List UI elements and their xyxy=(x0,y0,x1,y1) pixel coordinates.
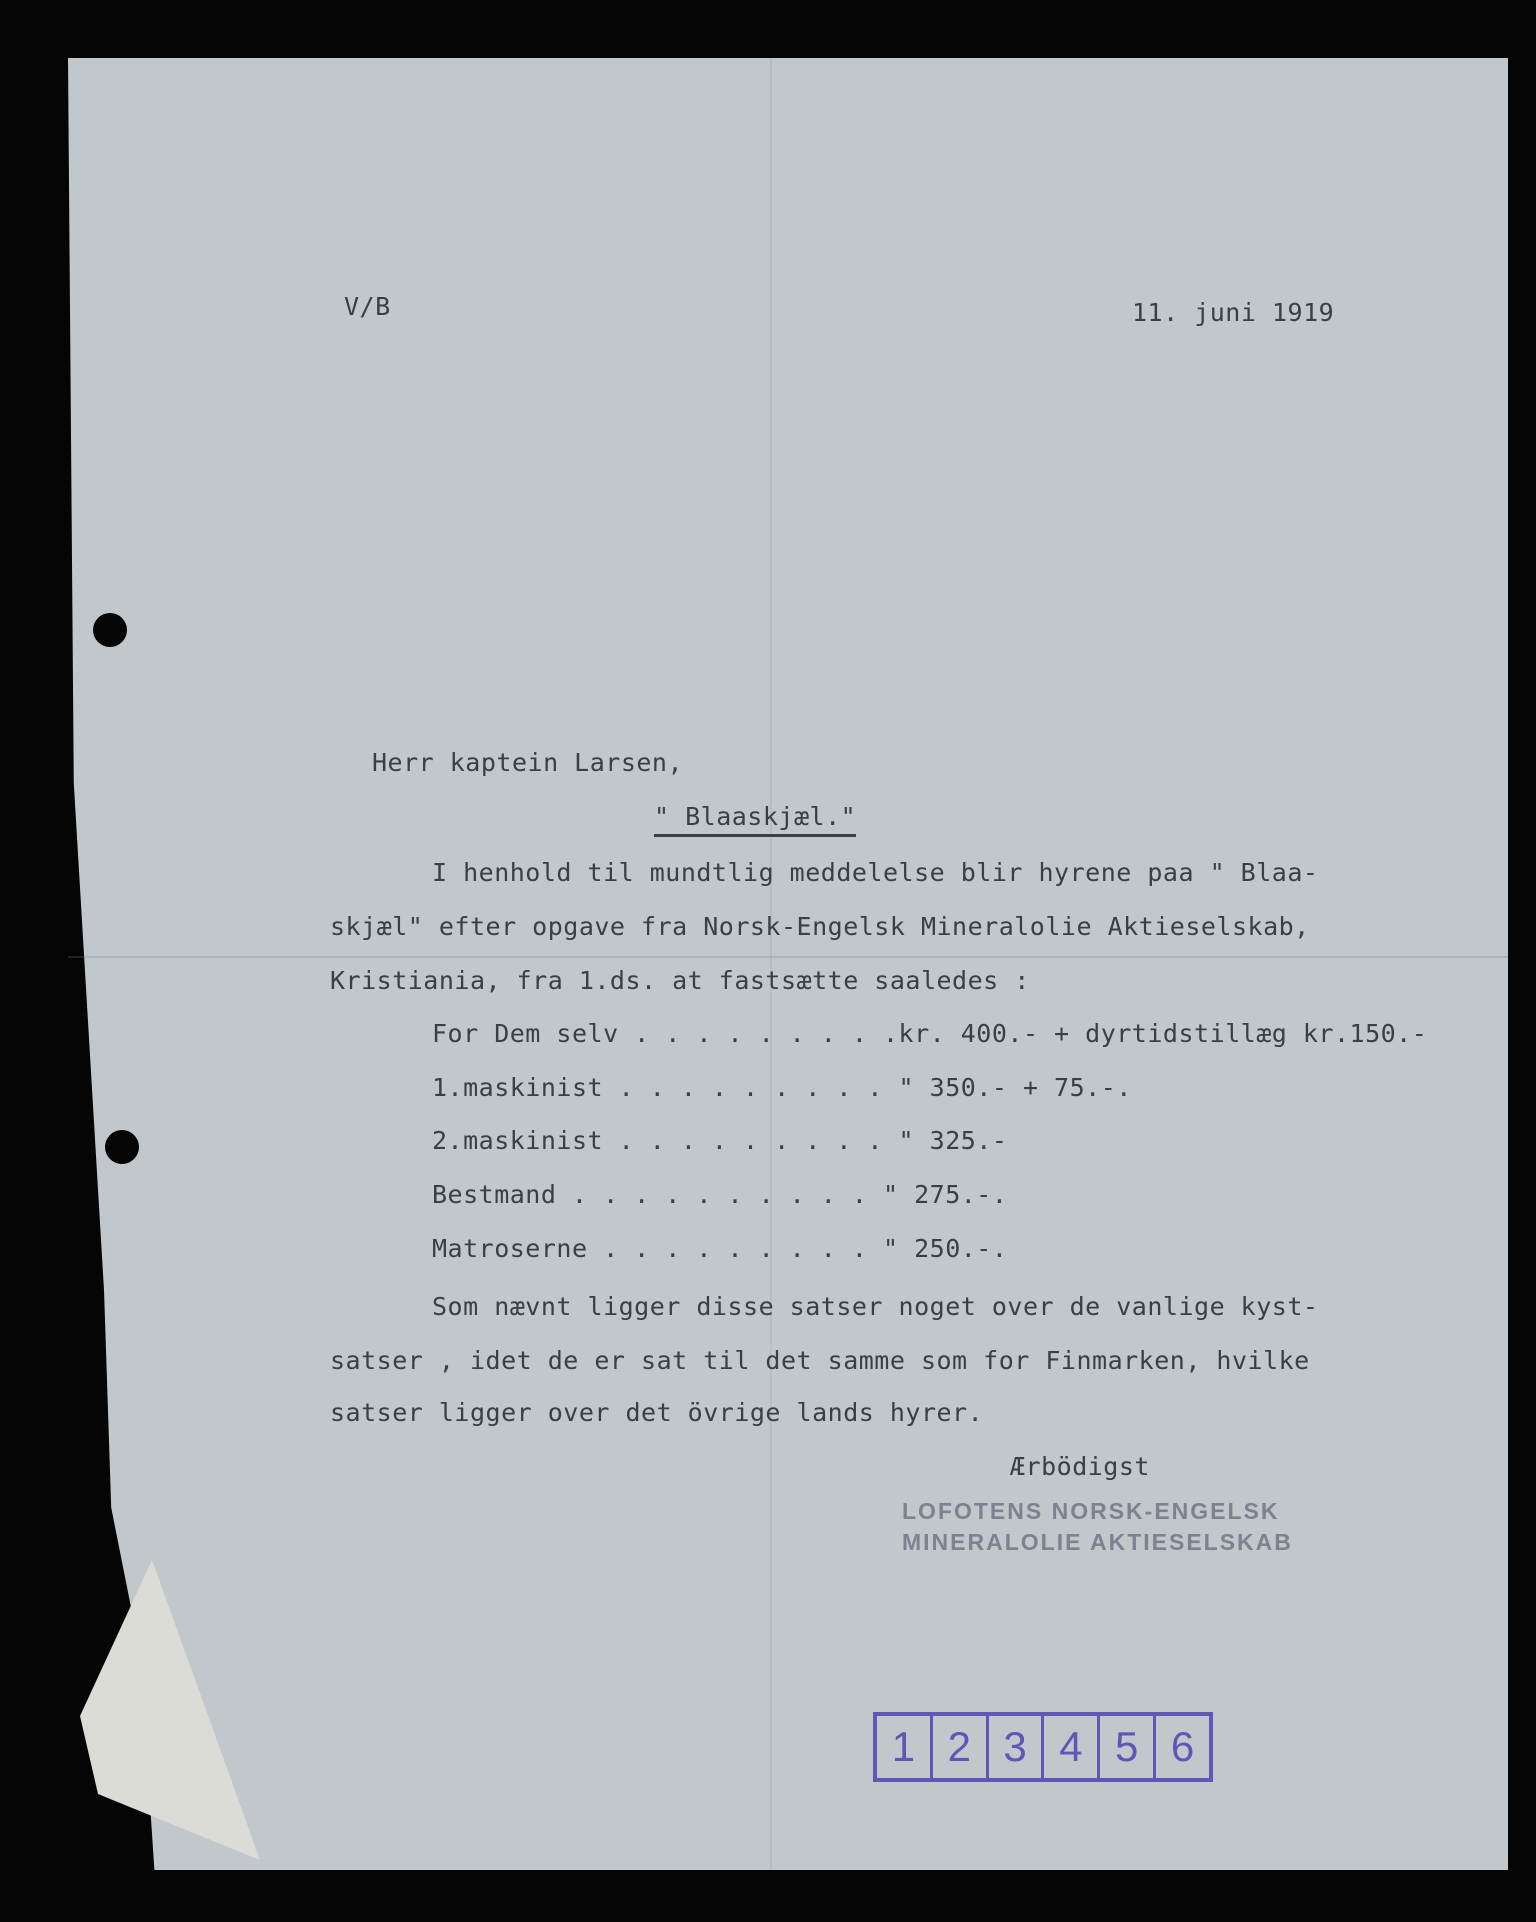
wage-row-first-engineer: 1.maskinist . . . . . . . . . " 350.- + 75.-. xyxy=(432,1073,1132,1102)
stamp-digit: 5 xyxy=(1100,1716,1156,1778)
fold-crease-horizontal xyxy=(68,956,1508,958)
wage-row-captain: For Dem selv . . . . . . . . .kr. 400.- + dyrtidstillæg kr.150.- xyxy=(432,1019,1428,1048)
reference-initials: V/B xyxy=(344,292,391,321)
punch-hole-top xyxy=(93,613,127,647)
stamp-digit: 3 xyxy=(989,1716,1045,1778)
stamp-digit: 6 xyxy=(1170,1723,1195,1770)
fold-crease-vertical xyxy=(770,58,772,1870)
sign-off: Ærbödigst xyxy=(1010,1452,1150,1481)
ship-name: " Blaaskjæl." xyxy=(654,804,856,837)
body-line-2: skjæl" efter opgave fra Norsk-Engelsk Mineralolie Aktieselskab, xyxy=(330,912,1310,941)
punch-hole-bottom xyxy=(105,1130,139,1164)
closing-line-1: Som nævnt ligger disse satser noget over de vanlige kyst- xyxy=(432,1292,1319,1321)
archive-number-stamp xyxy=(873,1712,1213,1782)
wage-row-second-engineer: 2.maskinist . . . . . . . . . " 325.- xyxy=(432,1126,1008,1155)
salutation: Herr kaptein Larsen, xyxy=(372,748,684,777)
letter-paper xyxy=(68,58,1508,1870)
stamp-digit: 4 xyxy=(1044,1716,1100,1778)
stamp-digit: 1 xyxy=(877,1716,933,1778)
letter-date: 11. juni 1919 xyxy=(1132,298,1335,327)
closing-line-3: satser ligger over det övrige lands hyrer. xyxy=(330,1398,984,1427)
company-stamp-line-2: MINERALOLIE AKTIESELSKAB xyxy=(902,1529,1293,1556)
stamp-digit: 2 xyxy=(933,1716,989,1778)
company-stamp-line-1: LOFOTENS NORSK-ENGELSK xyxy=(902,1498,1280,1524)
company-stamp xyxy=(902,1496,1293,1558)
wage-row-sailors: Matroserne . . . . . . . . . " 250.-. xyxy=(432,1234,1008,1263)
wage-row-bestmand: Bestmand . . . . . . . . . . " 275.-. xyxy=(432,1180,1008,1209)
body-line-3: Kristiania, fra 1.ds. at fastsætte saaledes : xyxy=(330,966,1030,995)
body-line-1: I henhold til mundtlig meddelelse blir hyrene paa " Blaa- xyxy=(432,858,1319,887)
closing-line-2: satser , idet de er sat til det samme som for Finmarken, hvilke xyxy=(330,1346,1310,1375)
